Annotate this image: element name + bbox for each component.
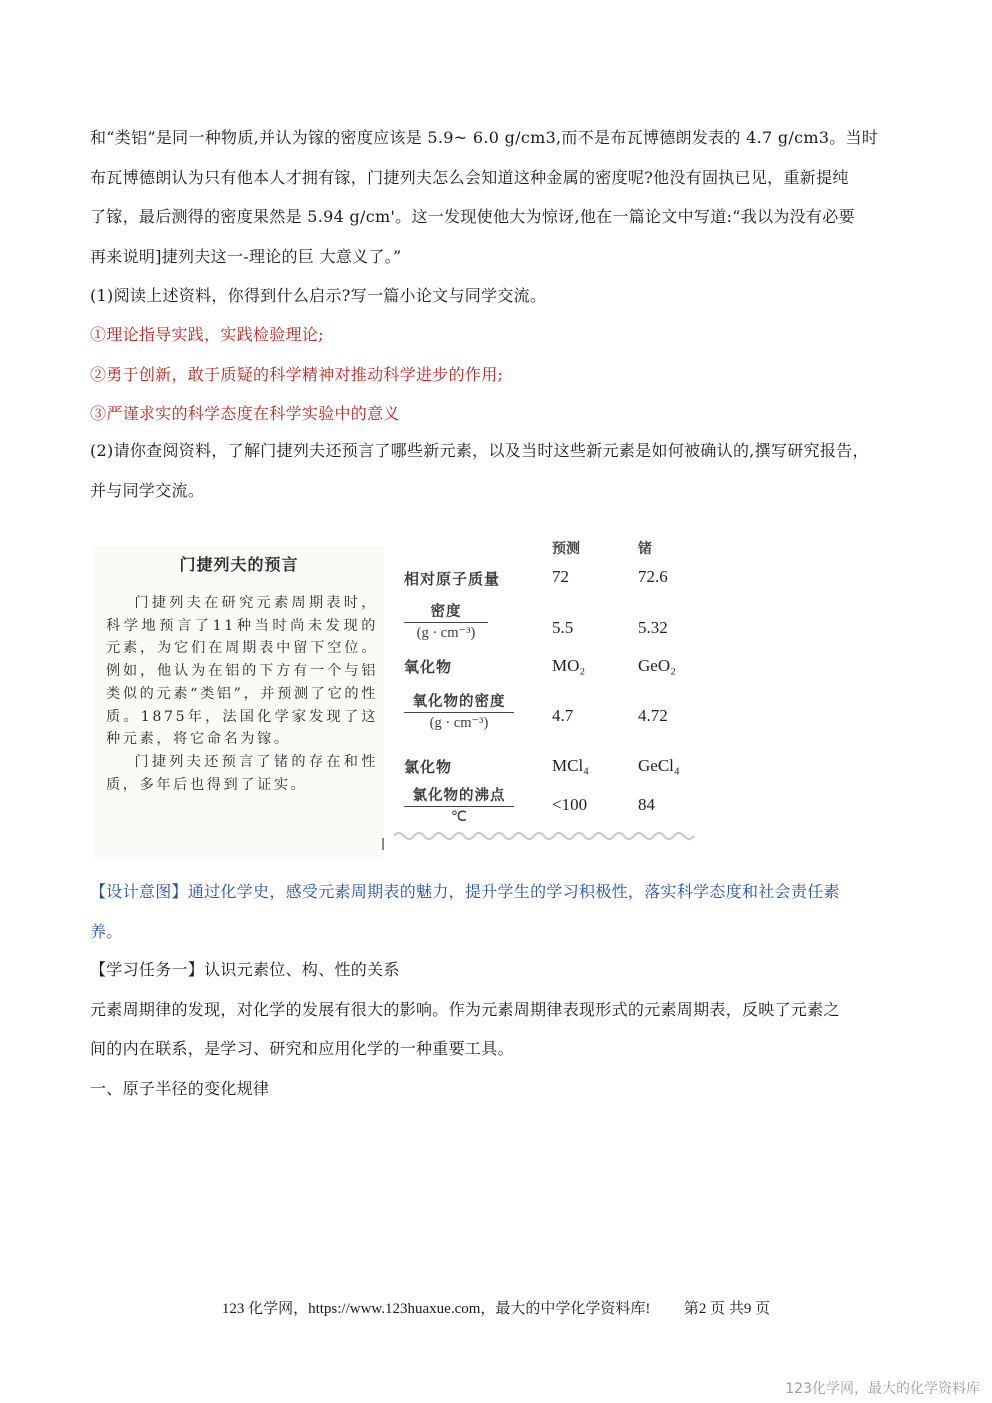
answer-item: ②勇于创新，敢于质疑的科学精神对推动科学进步的作用;	[90, 364, 504, 384]
site-watermark: 123化学网，最大的化学资料库	[785, 1381, 980, 1397]
fraction-numerator: 氯化物的沸点	[412, 787, 506, 804]
design-intent-line	[90, 872, 902, 912]
predicted-value: 5.5	[552, 618, 574, 637]
germanium-value: 4.72	[638, 706, 668, 725]
row-label-fraction	[404, 690, 514, 732]
germanium-value: GeCl₄	[638, 756, 680, 775]
row-label: 相对原子质量	[404, 570, 501, 588]
germanium-comparison-table	[394, 528, 704, 858]
prediction-textbox	[94, 546, 384, 858]
germanium-value: GeO₂	[638, 656, 677, 675]
header-predicted: 预测	[552, 541, 580, 557]
germanium-value: 72.6	[638, 567, 668, 586]
intro-line: 和“类铝”是同一种物质,并认为镓的密度应该是 5.9~ 6.0 g/cm3,而不是布瓦博德朗发表的 4.7 g/cm3。当时	[90, 128, 879, 147]
row-label-fraction	[404, 784, 514, 826]
fraction-denominator: (g · cm⁻³)	[416, 625, 476, 641]
fraction-bar	[404, 622, 488, 623]
question-1	[90, 276, 902, 316]
fraction-denominator: (g · cm⁻³)	[429, 715, 489, 731]
predicted-value: 72	[552, 567, 569, 586]
fraction-numerator: 密度	[430, 603, 462, 620]
prediction-paragraph: 门捷列夫在研究元素周期表时，科学地预言了11种当时尚未发现的元素，为它们在周期表中留下空位。例如，他认为在铝的下方有一个与铝类似的元素“类铝”，并预测了它的性质。1875年，法国化学家发现了这种元素，将它命名为镓。	[106, 595, 378, 748]
intro-paragraph	[90, 118, 902, 276]
mendeleev-prediction-figure	[94, 528, 706, 863]
question-2-line: (2)请你查阅资料，了解门捷列夫还预言了哪些新元素，以及当时这些新元素是如何被确认的,撰写研究报告，	[90, 441, 869, 460]
design-intent-line: 养。	[90, 921, 123, 941]
fraction-bar	[404, 806, 514, 807]
design-intent-text: 通过化学史，感受元素周期表的魅力，提升学生的学习积极性，落实科学态度和社会责任素	[187, 882, 840, 901]
header-germanium: 锗	[638, 541, 652, 557]
wavy-divider	[394, 828, 704, 844]
intro-line: 布瓦博德朗认为只有他本人才拥有镓，门捷列夫怎么会知道这种金属的密度呢?他没有固执已见，重新提纯	[90, 167, 849, 187]
row-label: 氯化物	[404, 758, 453, 776]
prediction-body	[106, 592, 378, 796]
germanium-value: 5.32	[638, 618, 668, 637]
footer-text: 123 化学网，https://www.123huaxue.com，最大的中学化学资料库!	[221, 1301, 651, 1317]
page-footer	[0, 1297, 992, 1318]
fraction-numerator: 氧化物的密度	[412, 693, 506, 710]
question-2-line: 并与同学交流。	[90, 480, 205, 500]
answer-item: ①理论指导实践，实践检验理论;	[90, 325, 324, 344]
predicted-value: 4.7	[552, 706, 574, 725]
answer-list	[90, 315, 902, 434]
scan-edge-mark	[382, 838, 384, 850]
intro-line: 再来说明]捷列夫这一-理论的巨 大意义了。”	[90, 246, 402, 266]
page-number: 第2 页 共9 页	[683, 1301, 771, 1317]
row-label-fraction	[404, 600, 488, 642]
task-line: 间的内在联系，是学习、研究和应用化学的一种重要工具。	[90, 1039, 514, 1058]
predicted-value: MO₂	[552, 656, 586, 675]
prediction-title: 门捷列夫的预言	[179, 555, 299, 574]
task-line: 元素周期律的发现，对化学的发展有很大的影响。作为元素周期律表现形式的元素周期表，反映了元素之	[90, 999, 840, 1019]
question-1-text: (1)阅读上述资料，你得到什么启示?写一篇小论文与同学交流。	[90, 286, 547, 305]
fraction-denominator: ℃	[450, 809, 468, 825]
task-title: 【学习任务一】认识元素位、构、性的关系	[90, 960, 400, 979]
predicted-value: MCl₄	[552, 756, 590, 775]
intro-line: 了镓，最后测得的密度果然是 5.94 g/cm'。这一发现使他大为惊讶,他在一篇论文中写道:“我以为没有必要	[90, 207, 855, 226]
answer-item: ③严谨求实的科学态度在科学实验中的意义	[90, 404, 400, 423]
question-2	[90, 431, 902, 510]
design-intent	[90, 872, 902, 951]
prediction-paragraph: 门捷列夫还预言了锗的存在和性质，多年后也得到了证实。	[106, 753, 378, 793]
section-heading: 一、原子半径的变化规律	[90, 1078, 270, 1098]
germanium-value: 84	[638, 795, 655, 814]
predicted-value: <100	[552, 795, 588, 814]
row-label: 氧化物	[404, 658, 453, 676]
learning-task	[90, 950, 902, 1108]
design-intent-label: 【设计意图】	[90, 882, 188, 901]
fraction-bar	[404, 712, 514, 713]
